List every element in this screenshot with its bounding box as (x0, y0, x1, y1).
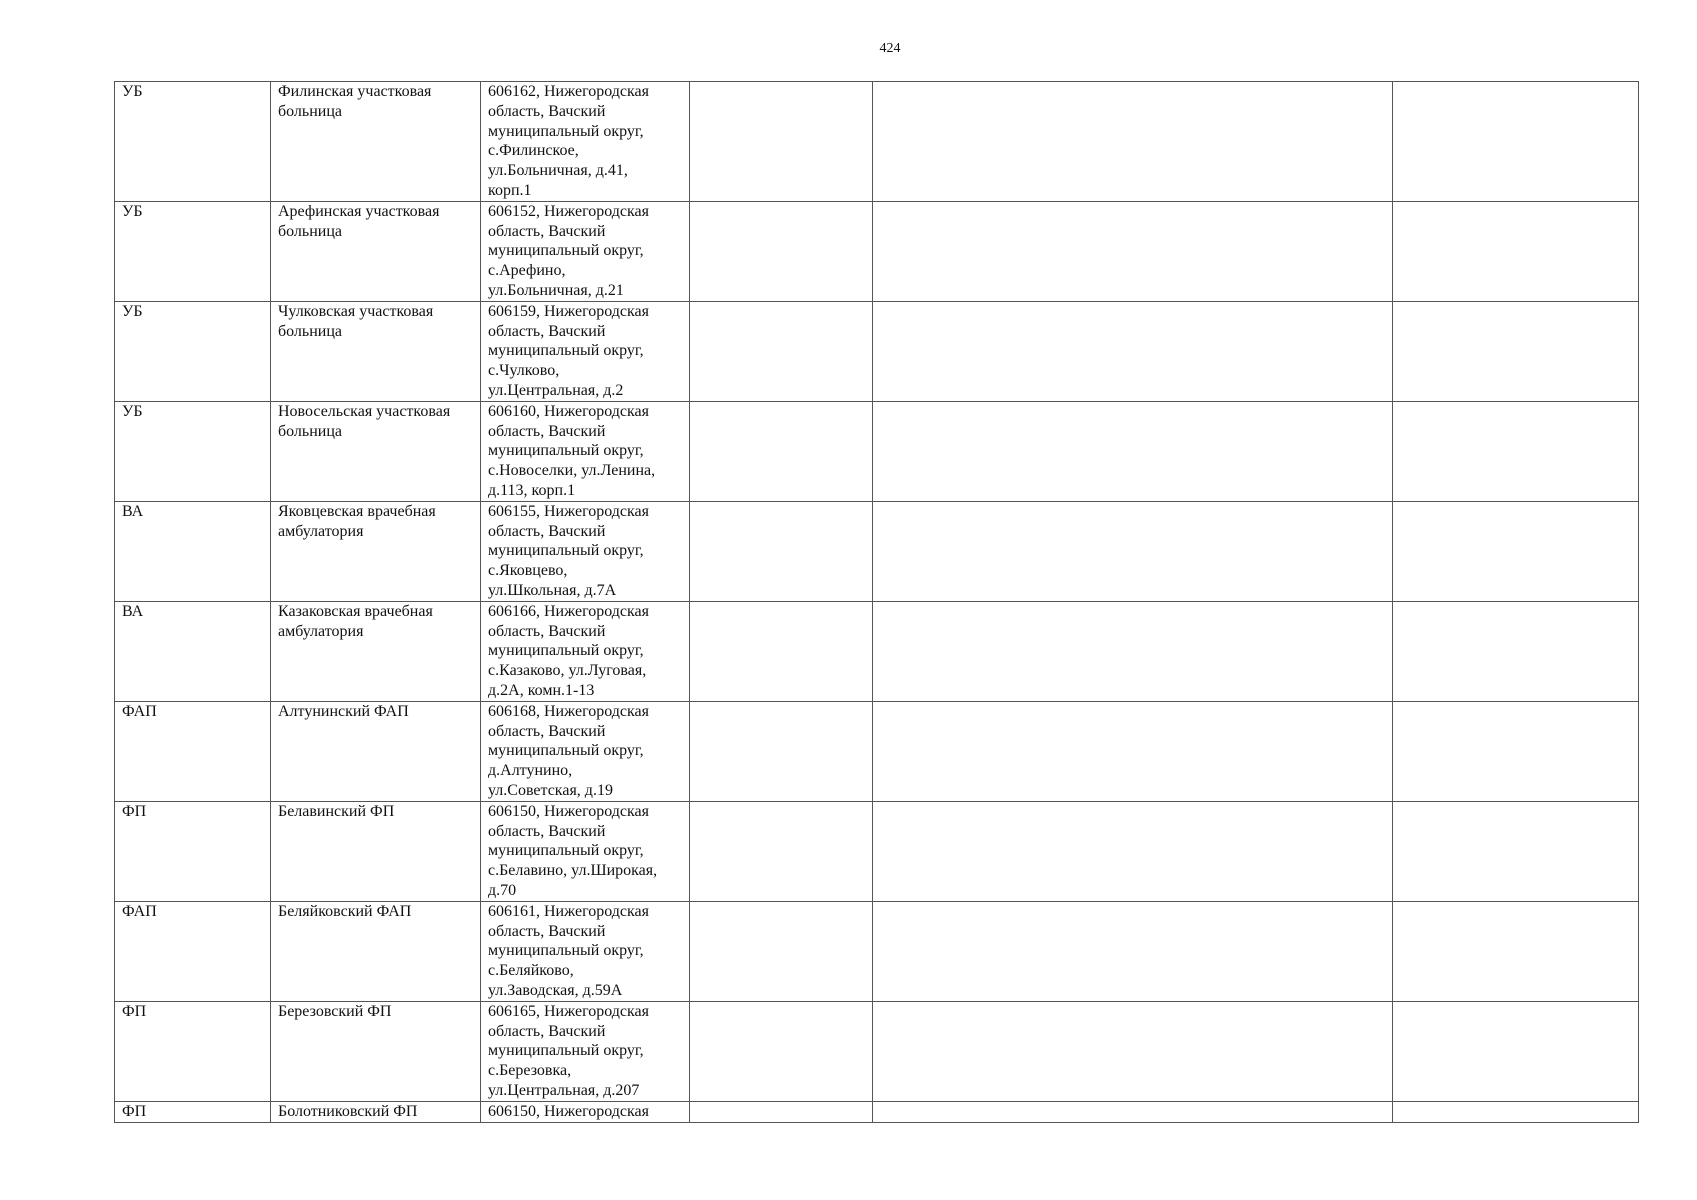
facility-type-cell: ВА (115, 501, 271, 601)
facility-type-cell: ФП (115, 801, 271, 901)
table-body (115, 82, 1639, 1123)
address-line: д.113, корп.1 (488, 481, 576, 499)
address-line: д.Алтунино, (488, 762, 573, 780)
facility-address-cell (481, 401, 690, 501)
empty-cell (873, 82, 1393, 202)
empty-cell (690, 82, 873, 202)
facility-name-cell: Арефинская участковая больница (271, 201, 481, 301)
address-line: область, Вачский (488, 522, 606, 540)
empty-cell (690, 1101, 873, 1122)
facility-address-cell (481, 301, 690, 401)
empty-cell (690, 401, 873, 501)
empty-cell (1393, 1001, 1639, 1101)
empty-cell (1393, 801, 1639, 901)
empty-cell (1393, 601, 1639, 701)
empty-cell (873, 701, 1393, 801)
address-line: 606166, Нижегородская (488, 602, 649, 620)
address-line: муниципальный округ, (488, 842, 644, 860)
empty-cell (1393, 701, 1639, 801)
facility-address-cell (481, 501, 690, 601)
address-line: д.70 (488, 881, 517, 899)
empty-cell (1393, 301, 1639, 401)
table-row (115, 1001, 1639, 1101)
empty-cell (1393, 501, 1639, 601)
facility-type-cell: УБ (115, 201, 271, 301)
address-line: область, Вачский (488, 722, 606, 740)
address-line: муниципальный округ, (488, 442, 644, 460)
address-line: 606160, Нижегородская (488, 402, 649, 420)
empty-cell (690, 701, 873, 801)
facility-name-cell: Алтунинский ФАП (271, 701, 481, 801)
empty-cell (690, 601, 873, 701)
table-row (115, 401, 1639, 501)
table-row (115, 301, 1639, 401)
address-line: корп.1 (488, 181, 532, 199)
empty-cell (1393, 901, 1639, 1001)
address-line: с.Чулково, (488, 362, 560, 380)
facility-address-cell (481, 601, 690, 701)
address-line: область, Вачский (488, 222, 606, 240)
page-number: 424 (879, 41, 901, 56)
address-line: с.Березовка, (488, 1062, 572, 1080)
address-line: ул.Школьная, д.7А (488, 581, 617, 599)
empty-cell (873, 801, 1393, 901)
table-row (115, 701, 1639, 801)
address-line: ул.Заводская, д.59А (488, 981, 623, 999)
empty-cell (873, 1001, 1393, 1101)
address-line: с.Беляйково, (488, 962, 574, 980)
address-line: ул.Больничная, д.41, (488, 162, 628, 180)
address-line: 606165, Нижегородская (488, 1002, 649, 1020)
table-row (115, 501, 1639, 601)
empty-cell (690, 801, 873, 901)
address-line: муниципальный округ, (488, 1042, 644, 1060)
facility-type-cell: ФАП (115, 701, 271, 801)
facility-type-cell: ФАП (115, 901, 271, 1001)
address-line: область, Вачский (488, 102, 606, 120)
address-line: муниципальный округ, (488, 342, 644, 360)
address-line: с.Филинское, (488, 142, 579, 160)
facility-name-cell: Болотниковский ФП (271, 1101, 481, 1122)
address-line: муниципальный округ, (488, 942, 644, 960)
empty-cell (873, 1101, 1393, 1122)
address-line: 606161, Нижегородская (488, 902, 649, 920)
empty-cell (1393, 1101, 1639, 1122)
facility-address-cell (481, 1001, 690, 1101)
address-line: область, Вачский (488, 322, 606, 340)
address-line: ул.Центральная, д.207 (488, 1081, 640, 1099)
address-line: область, Вачский (488, 622, 606, 640)
facility-name-cell: Новосельская участковая больница (271, 401, 481, 501)
address-line: 606159, Нижегородская (488, 302, 649, 320)
facilities-table (114, 81, 1639, 1123)
facility-address-cell (481, 1101, 690, 1122)
facility-name-cell: Яковцевская врачебная амбулатория (271, 501, 481, 601)
facility-name-cell: Березовский ФП (271, 1001, 481, 1101)
facility-type-cell: ФП (115, 1001, 271, 1101)
empty-cell (1393, 201, 1639, 301)
empty-cell (873, 501, 1393, 601)
facility-address-cell (481, 701, 690, 801)
empty-cell (690, 301, 873, 401)
facility-name-cell: Белавинский ФП (271, 801, 481, 901)
facility-type-cell: ВА (115, 601, 271, 701)
facility-address-cell (481, 201, 690, 301)
facility-name-cell: Чулковская участковая больница (271, 301, 481, 401)
empty-cell (873, 201, 1393, 301)
empty-cell (873, 401, 1393, 501)
empty-cell (1393, 82, 1639, 202)
address-line: 606168, Нижегородская (488, 702, 649, 720)
empty-cell (690, 501, 873, 601)
address-line: 606150, Нижегородская (488, 802, 649, 820)
facility-type-cell: УБ (115, 301, 271, 401)
empty-cell (873, 301, 1393, 401)
address-line: 606152, Нижегородская (488, 202, 649, 220)
facility-name-cell: Беляйковский ФАП (271, 901, 481, 1001)
table-row (115, 82, 1639, 202)
address-line: область, Вачский (488, 922, 606, 940)
empty-cell (873, 601, 1393, 701)
table-row (115, 901, 1639, 1001)
table-row (115, 201, 1639, 301)
address-line: 606162, Нижегородская (488, 83, 649, 100)
facility-address-cell (481, 901, 690, 1001)
address-line: область, Вачский (488, 1022, 606, 1040)
facility-name-cell: Филинская участковая больница (271, 82, 481, 202)
table-row (115, 601, 1639, 701)
empty-cell (690, 901, 873, 1001)
facility-type-cell: УБ (115, 401, 271, 501)
address-line: муниципальный округ, (488, 642, 644, 660)
facility-type-cell: ФП (115, 1101, 271, 1122)
facility-address-cell (481, 801, 690, 901)
table-row (115, 1101, 1639, 1122)
empty-cell (690, 201, 873, 301)
address-line: с.Белавино, ул.Широкая, (488, 862, 658, 880)
facility-type-cell: УБ (115, 82, 271, 202)
address-line: ул.Центральная, д.2 (488, 381, 624, 399)
address-line: область, Вачский (488, 822, 606, 840)
address-line: 606155, Нижегородская (488, 502, 649, 520)
address-line: с.Казаково, ул.Луговая, (488, 662, 647, 680)
address-line: муниципальный округ, (488, 742, 644, 760)
address-line: 606150, Нижегородская (488, 1102, 649, 1120)
address-line: с.Арефино, (488, 262, 566, 280)
address-line: муниципальный округ, (488, 542, 644, 560)
facility-name-cell: Казаковская врачебная амбулатория (271, 601, 481, 701)
address-line: ул.Больничная, д.21 (488, 281, 624, 299)
facility-address-cell (481, 82, 690, 202)
address-line: муниципальный округ, (488, 122, 644, 140)
empty-cell (873, 901, 1393, 1001)
address-line: д.2А, комн.1-13 (488, 681, 595, 699)
empty-cell (690, 1001, 873, 1101)
address-line: муниципальный округ, (488, 242, 644, 260)
address-line: область, Вачский (488, 422, 606, 440)
address-line: ул.Советская, д.19 (488, 781, 613, 799)
address-line: с.Новоселки, ул.Ленина, (488, 462, 656, 480)
address-line: с.Яковцево, (488, 562, 568, 580)
empty-cell (1393, 401, 1639, 501)
table-row (115, 801, 1639, 901)
